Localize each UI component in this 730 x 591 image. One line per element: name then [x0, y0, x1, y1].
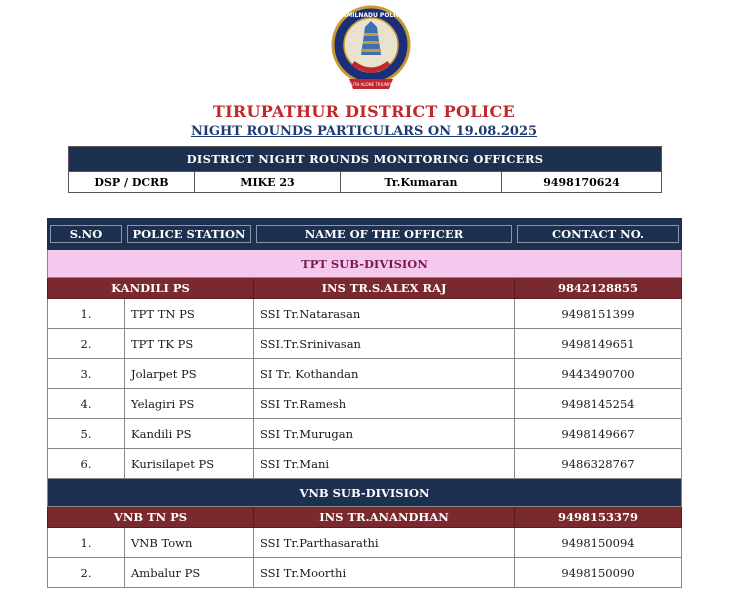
- row-officer: SSI.Tr.Srinivasan: [254, 329, 515, 359]
- table-row: [48, 329, 682, 359]
- table-row: [48, 419, 682, 449]
- table-row: [48, 389, 682, 419]
- row-contact: 9498150094: [515, 528, 682, 558]
- col-header-station: POLICE STATION: [127, 225, 251, 243]
- col-header-contact: CONTACT NO.: [517, 225, 679, 243]
- row-officer: SSI Tr.Moorthi: [254, 558, 515, 588]
- monitoring-officer: Tr.Kumaran: [341, 172, 502, 193]
- inspector-station: KANDILI PS: [48, 278, 254, 299]
- row-station: Kurisilapet PS: [125, 449, 254, 479]
- table-row: [48, 449, 682, 479]
- table-row: [48, 299, 682, 329]
- row-officer: SSI Tr.Mani: [254, 449, 515, 479]
- row-officer: SSI Tr.Murugan: [254, 419, 515, 449]
- row-contact: 9498151399: [515, 299, 682, 329]
- row-sno: 4.: [48, 389, 125, 419]
- monitoring-officers-table: [68, 146, 662, 193]
- row-sno: 5.: [48, 419, 125, 449]
- division-name: TPT SUB-DIVISION: [48, 250, 682, 278]
- row-contact: 9486328767: [515, 449, 682, 479]
- inspector-officer: INS TR.ANANDHAN: [254, 507, 515, 528]
- row-sno: 2.: [48, 558, 125, 588]
- table-row: [48, 558, 682, 588]
- row-station: Yelagiri PS: [125, 389, 254, 419]
- col-header-officer: NAME OF THE OFFICER: [256, 225, 512, 243]
- division-name: VNB SUB-DIVISION: [48, 479, 682, 507]
- row-sno: 3.: [48, 359, 125, 389]
- row-sno: 6.: [48, 449, 125, 479]
- monitoring-designation: DSP / DCRB: [69, 172, 195, 193]
- emblem-motto: TRUTH ALONE TRIUMPHS: [345, 82, 397, 87]
- page-title: TIRUPATHUR DISTRICT POLICE: [212, 102, 516, 121]
- row-officer: SSI Tr.Natarasan: [254, 299, 515, 329]
- row-contact: 9498149651: [515, 329, 682, 359]
- monitoring-contact: 9498170624: [502, 172, 662, 193]
- inspector-station: VNB TN PS: [48, 507, 254, 528]
- inspector-row: [48, 278, 682, 299]
- monitoring-call-sign: MIKE 23: [195, 172, 341, 193]
- table-row: [48, 359, 682, 389]
- row-officer: SSI Tr.Ramesh: [254, 389, 515, 419]
- table-header-row: [48, 219, 682, 250]
- emblem-top-text: TAMILNADU POLICE: [338, 12, 404, 19]
- row-sno: 1.: [48, 299, 125, 329]
- row-contact: 9498149667: [515, 419, 682, 449]
- row-station: TPT TK PS: [125, 329, 254, 359]
- monitoring-heading: DISTRICT NIGHT ROUNDS MONITORING OFFICERS: [69, 147, 662, 172]
- inspector-officer: INS TR.S.ALEX RAJ: [254, 278, 515, 299]
- inspector-row: [48, 507, 682, 528]
- page-subtitle: NIGHT ROUNDS PARTICULARS ON 19.08.2025: [190, 124, 538, 139]
- tamilnadu-police-emblem: [331, 5, 411, 93]
- row-officer: SSI Tr.Parthasarathi: [254, 528, 515, 558]
- table-row: [48, 528, 682, 558]
- col-header-sno: S.NO: [50, 225, 122, 243]
- row-station: Jolarpet PS: [125, 359, 254, 389]
- division-row: [48, 250, 682, 278]
- row-contact: 9498150090: [515, 558, 682, 588]
- row-contact: 9443490700: [515, 359, 682, 389]
- row-station: Ambalur PS: [125, 558, 254, 588]
- row-station: Kandili PS: [125, 419, 254, 449]
- row-station: TPT TN PS: [125, 299, 254, 329]
- row-sno: 1.: [48, 528, 125, 558]
- division-row: [48, 479, 682, 507]
- row-officer: SI Tr. Kothandan: [254, 359, 515, 389]
- row-station: VNB Town: [125, 528, 254, 558]
- inspector-contact: 9498153379: [515, 507, 682, 528]
- night-rounds-table: [47, 218, 682, 588]
- row-contact: 9498145254: [515, 389, 682, 419]
- row-sno: 2.: [48, 329, 125, 359]
- inspector-contact: 9842128855: [515, 278, 682, 299]
